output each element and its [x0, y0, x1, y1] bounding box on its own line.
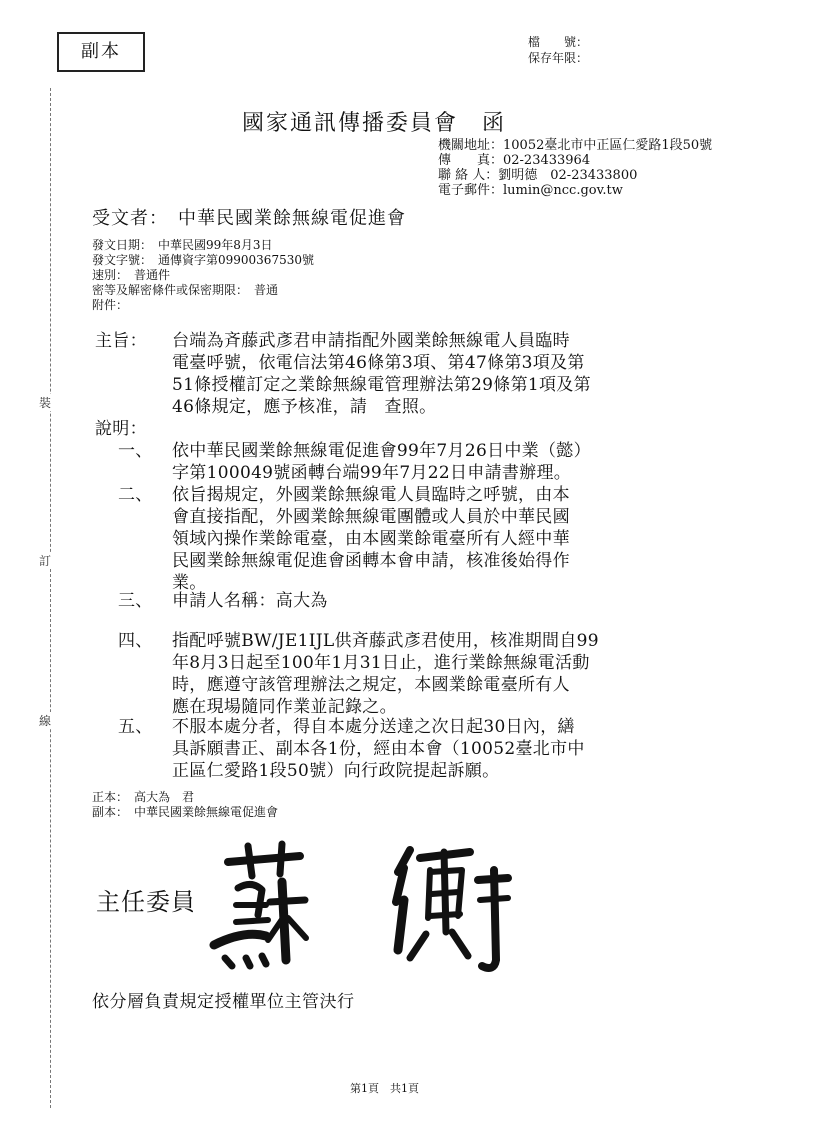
item-line: 領域內操作業餘電臺，由本國業餘電臺所有人經中華 [172, 529, 570, 549]
explanation-item [172, 630, 732, 718]
delegation-note: 依分層負責規定授權單位主管決行 [92, 992, 355, 1012]
email-address: 電子郵件：lumin@ncc.gov.tw [438, 183, 623, 198]
binding-char-xian: 線 [39, 714, 52, 728]
binding-char-zhuang: 裝 [39, 396, 52, 410]
item-line: 應在現場隨同作業並記錄之。 [172, 697, 397, 717]
document-title: 國家通訊傳播委員會 函 [242, 111, 507, 136]
file-info [528, 34, 588, 66]
explanation-item [172, 440, 732, 484]
secrecy-level: 密等及解密條件或保密期限： 普通 [92, 283, 279, 297]
page-number: 第1頁 共1頁 [350, 1082, 419, 1095]
contact-block [438, 138, 712, 198]
item-line: 申請人名稱：高大為 [172, 591, 328, 611]
document-number: 發文字號： 通傳資字第09900367530號 [92, 253, 314, 267]
delivery-speed: 速別： 普通件 [92, 268, 171, 282]
item-line: 正區仁愛路1段50號）向行政院提起訴願。 [172, 761, 500, 781]
item-line: 年8月3日起至100年1月31日止，進行業餘無線電活動 [172, 653, 590, 673]
item-line: 會直接指配，外國業餘無線電團體或人員於中華民國 [172, 507, 570, 527]
binding-char-ding: 訂 [39, 554, 52, 568]
explanation-item [172, 716, 732, 782]
item-number: 四、 [118, 631, 153, 651]
subject-line: 46條規定，應予核准，請 查照。 [172, 397, 437, 417]
item-line: 民國業餘無線電促進會函轉本會申請，核准後始得作 [172, 551, 570, 571]
file-number-label: 檔 號： [528, 35, 589, 49]
item-line: 不服本處分者，得自本處分送達之次日起30日內，繕 [172, 717, 575, 737]
item-number: 三、 [118, 591, 153, 611]
retention-period-label: 保存年限： [528, 51, 589, 65]
item-number: 二、 [118, 485, 153, 505]
fax-number: 傳 真：02-23433964 [438, 153, 591, 168]
item-line: 業。 [172, 573, 207, 593]
explanation-label: 說明： [95, 419, 147, 439]
explanation-item [172, 484, 732, 594]
signer-title: 主任委員 [96, 888, 196, 916]
subject-line: 51條授權訂定之業餘無線電管理辦法第29條第1項及第 [172, 375, 591, 395]
item-line: 依旨揭規定，外國業餘無線電人員臨時之呼號，由本 [172, 485, 570, 505]
distribution-list [92, 790, 278, 820]
subject-line: 台端為斉藤武彥君申請指配外國業餘無線電人員臨時 [172, 331, 570, 351]
issue-date: 發文日期： 中華民國99年8月3日 [92, 238, 273, 252]
item-number: 一、 [118, 441, 153, 461]
binding-line [50, 88, 51, 1108]
copy-recipient: 副本： 中華民國業餘無線電促進會 [92, 805, 279, 819]
recipient: 受文者： 中華民國業餘無線電促進會 [92, 208, 406, 229]
copy-stamp: 副本 [57, 32, 145, 72]
item-line: 具訴願書正、副本各1份，經由本會（10052臺北市中 [172, 739, 585, 759]
subject-label: 主旨： [95, 331, 147, 351]
document-meta [92, 238, 314, 313]
agency-address: 機關地址：10052臺北市中正區仁愛路1段50號 [438, 138, 713, 153]
subject-text [172, 330, 732, 418]
attachment: 附件： [92, 298, 129, 312]
item-line: 指配呼號BW/JE1IJL供斉藤武彥君使用，核准期間自99 [172, 631, 599, 651]
explanation-item [172, 590, 732, 612]
subject-line: 電臺呼號，依電信法第46條第3項、第47條第3項及第 [172, 353, 585, 373]
item-line: 依中華民國業餘無線電促進會99年7月26日中業（懿） [172, 441, 591, 461]
contact-person: 聯 絡 人：劉明德 02-23433800 [438, 168, 638, 183]
item-line: 字第100049號函轉台端99年7月22日申請書辦理。 [172, 463, 572, 483]
item-number: 五、 [118, 717, 153, 737]
item-line: 時，應遵守該管理辦法之規定，本國業餘電臺所有人 [172, 675, 570, 695]
original-recipient: 正本： 高大為 君 [92, 790, 195, 804]
